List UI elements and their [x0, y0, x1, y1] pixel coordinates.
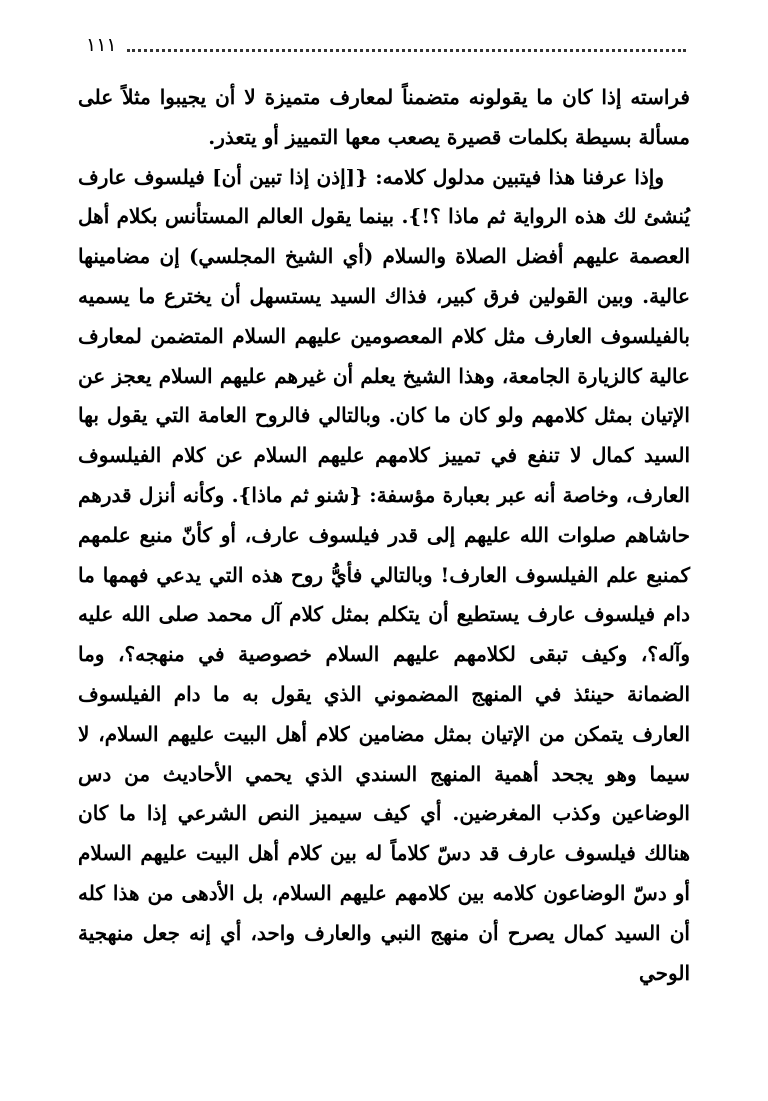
header-dotted-rule	[127, 49, 686, 52]
body-text	[78, 78, 690, 993]
paragraph-1: فراسته إذا كان ما يقولونه متضمناً لمعارف متميزة لا أن يجيبوا مثلاً على مسألة بسيطة بكلمات قصيرة يصعب معها التمييز أو يتعذر.	[78, 85, 690, 149]
paragraph-2: وإذا عرفنا هذا فيتبين مدلول كلامه: {[إذن إذا تبين أن] فيلسوف عارف يُنشئ لك هذه الرواية ثم ماذا ؟!}. بينما يقول العالم المستأنس بكلام أهل العصمة عليهم أفضل الصلاة والسلام (أي الشيخ المجلسي) إن مضامينها عالية. وبين القولين فرق كبير، فذاك السيد يستسهل أن يخترع ما يسميه بالفيلسوف العارف مثل كلام المعصومين عليهم السلام المتضمن لمعارف عالية كالزيارة الجامعة، وهذا الشيخ يعلم أن غيرهم عليهم السلام يعجز عن الإتيان بمثل كلامهم ولو كان ما كان. وبالتالي فالروح العامة التي يقول بها السيد كمال لا تنفع في تمييز كلامهم عليهم السلام عن كلام الفيلسوف العارف، وخاصة أنه عبر بعبارة مؤسفة: {شنو ثم ماذا}. وكأنه أنزل قدرهم حاشاهم صلوات الله عليهم إلى قدر فيلسوف عارف، أو كأنّ منبع علمهم كمنبع علم الفيلسوف العارف! وبالتالي فأيُّ روح هذه التي يدعي فهمها ما دام فيلسوف عارف يستطيع أن يتكلم بمثل كلام آل محمد صلى الله عليه وآله؟، وكيف تبقى لكلامهم عليهم السلام خصوصية في منهجه؟، وما الضمانة حينئذ في المنهج المضموني الذي يقول به ما دام الفيلسوف العارف يتمكن من الإتيان بمثل مضامين كلام أهل البيت عليهم السلام، لا سيما وهو يجحد أهمية المنهج السندي الذي يحمي الأحاديث من دس الوضاعين وكذب المغرضين. أي كيف سيميز النص الشرعي إذا ما كان هنالك فيلسوف عارف قد دسّ كلاماً له بين كلام أهل البيت عليهم السلام أو دسّ الوضاعون كلامه بين كلامهم عليهم السلام، بل الأدهى من هذا كله أن السيد كمال يصرح أن منهج النبي والعارف واحد، أي إنه جعل منهجية الوحي	[78, 164, 691, 985]
page-header	[86, 30, 686, 60]
page-number: ١١١	[86, 34, 117, 56]
